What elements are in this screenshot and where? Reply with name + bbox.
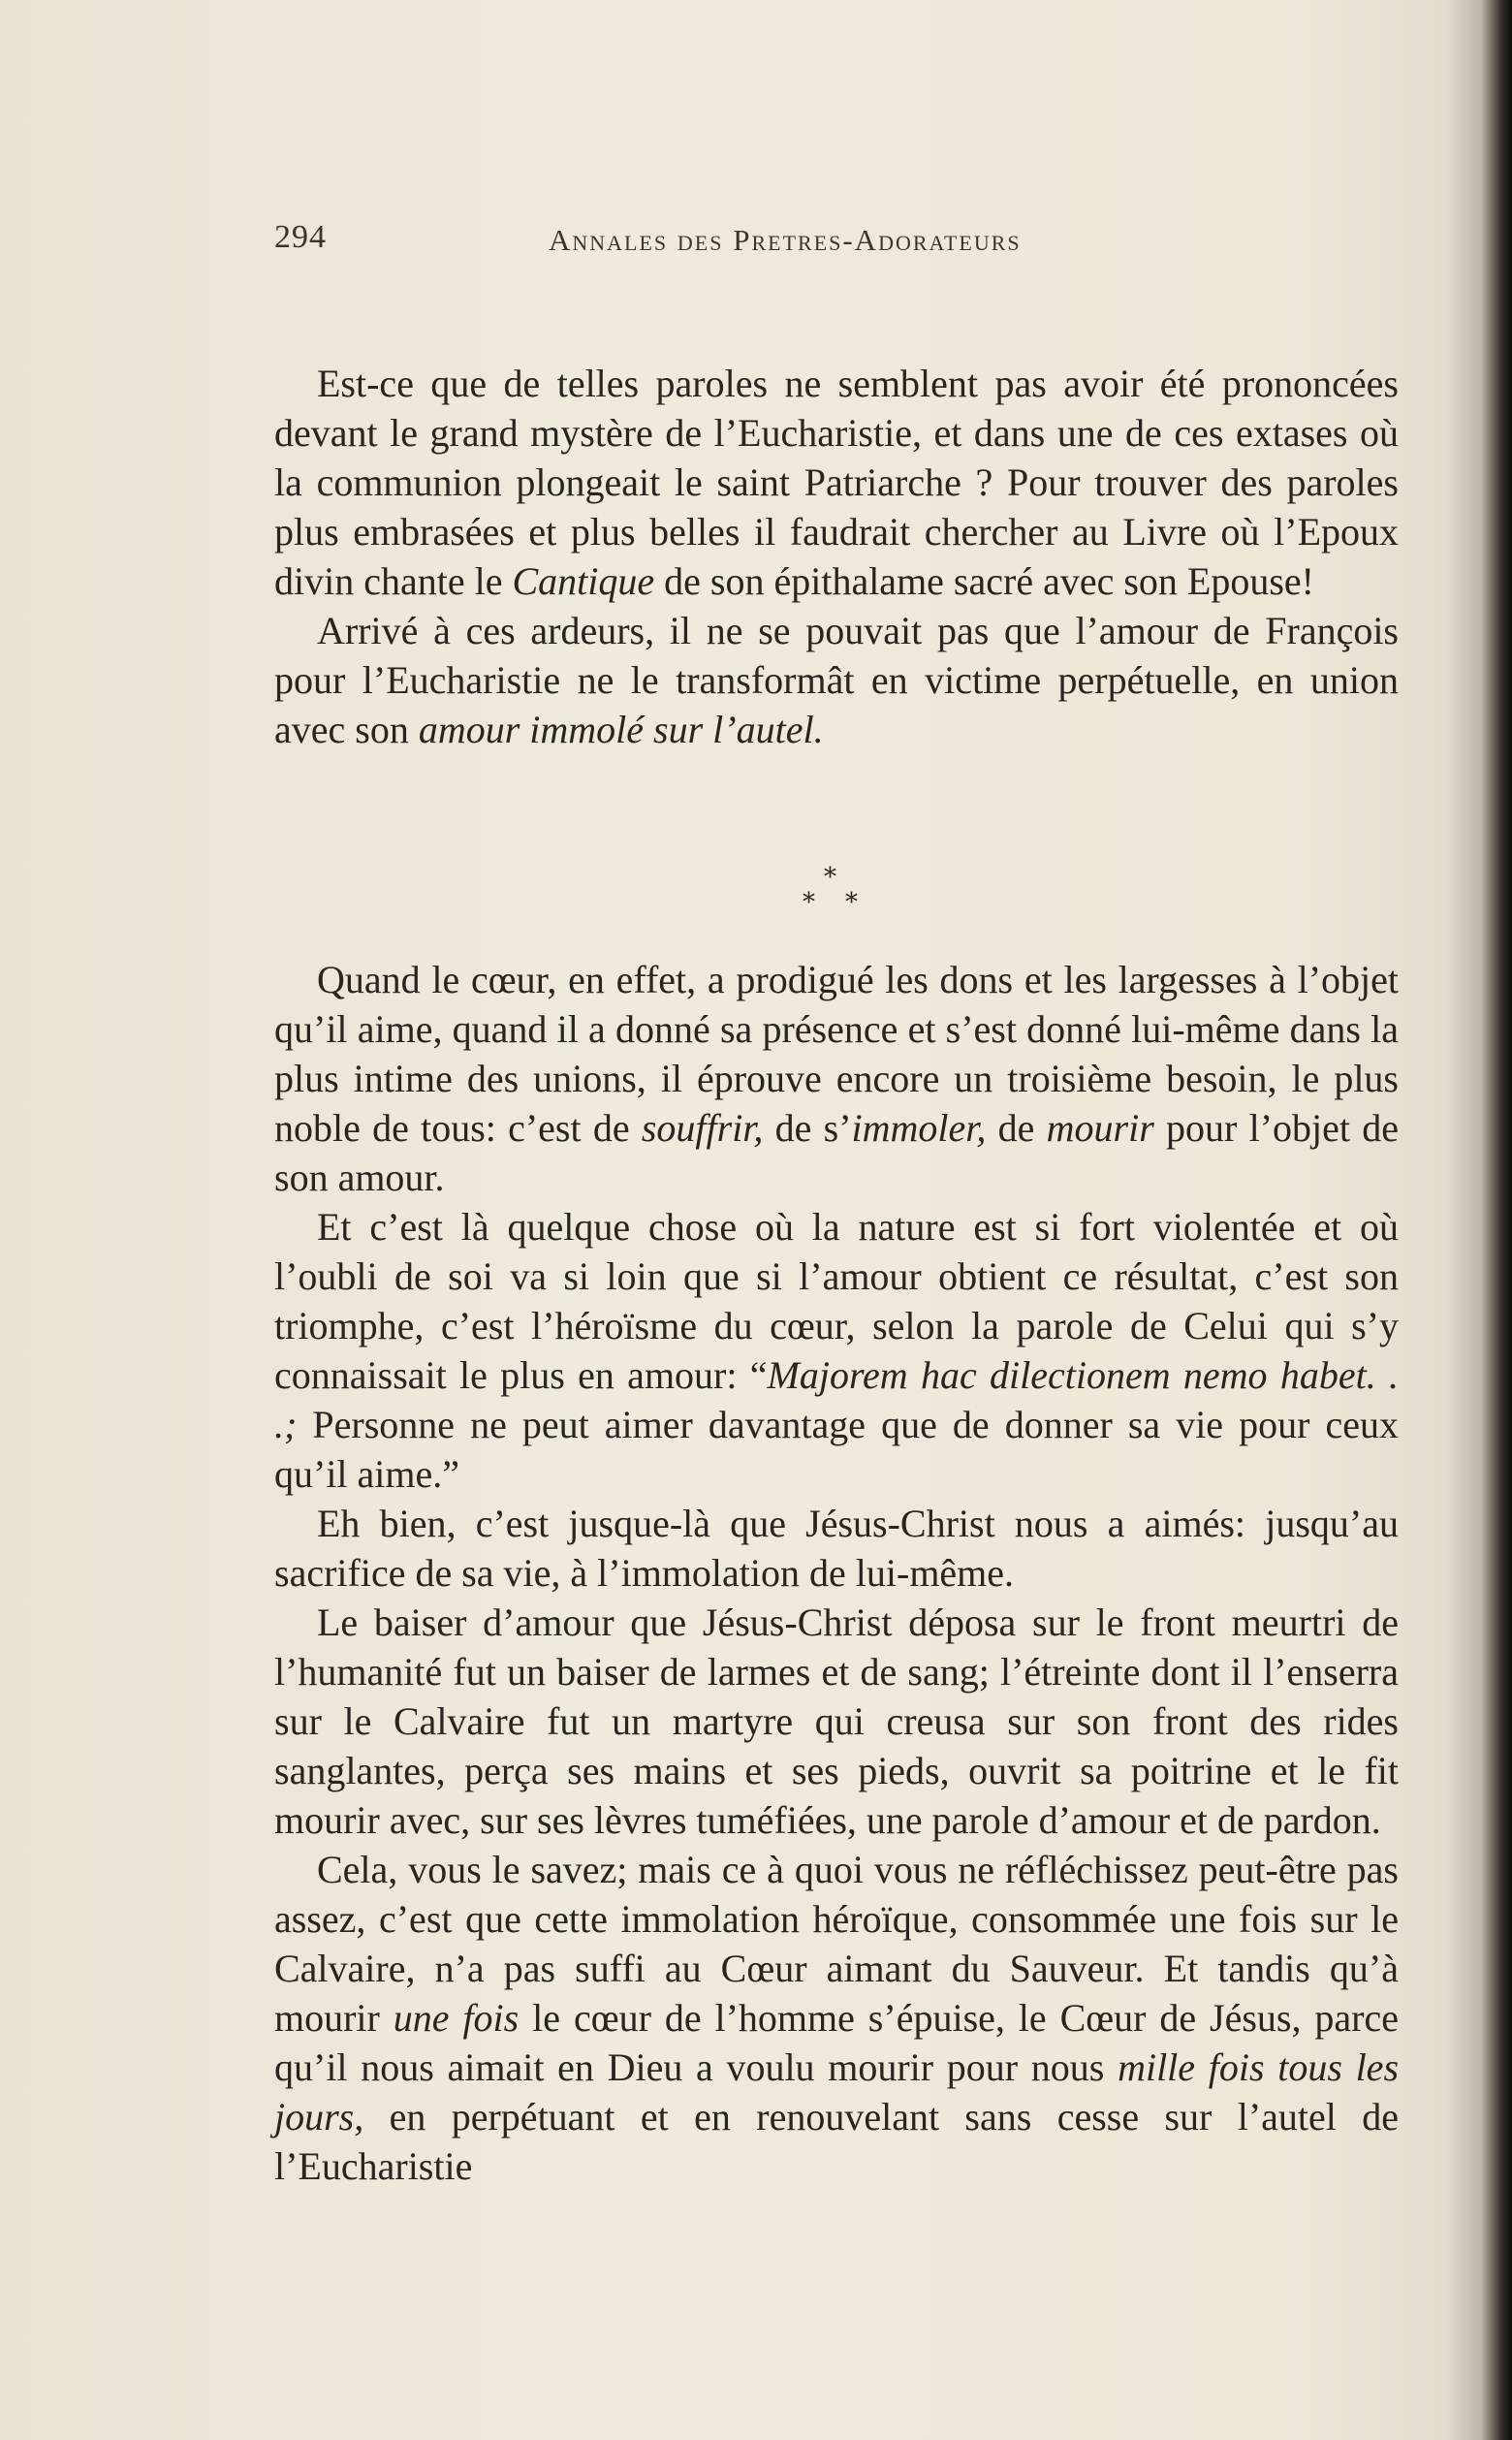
asterism-star: * (845, 888, 858, 917)
italic-text: immoler, (851, 1106, 987, 1150)
italic-text: mourir (1046, 1106, 1154, 1150)
text-run: de son épithalame sacré avec son Epouse! (654, 559, 1314, 603)
text-run: Et c’est là quelque chose où la nature est si fort violentée et où l’oubli de soi va si loin que si l’amour obtient ce résultat, c’est son triomphe, c’est l’héroïsme du cœur, selon la parole de Celui qui s’y connaissait le plus en amour: “ (274, 1205, 1399, 1397)
paragraph (274, 359, 1399, 606)
text-block-lower (274, 955, 1399, 2191)
asterism (795, 863, 872, 931)
text-run: Personne ne peut aimer davantage que de donner sa vie pour ceux qu’il aime.” (274, 1403, 1399, 1496)
page-number: 294 (274, 219, 327, 255)
text-run: Est-ce que de telles paroles ne semblent pas avoir été prononcées devant le grand mystère de l’Eucharistie, et dans une de ces extases où la communion plongeait le saint Patriarche ? Pour trouver des paroles plus embrasées et plus belles il faudrait chercher au Livre où l’Epoux divin chante le (274, 362, 1399, 603)
text-run: de (986, 1106, 1047, 1150)
text-run: Quand le cœur, en effet, a prodigué les dons et les largesses à l’objet qu’il aime, quand il a donné sa présence et s’est donné lui-même dans la plus intime des unions, il éprouve encore un troisième besoin, le plus noble de tous: c’est de (274, 958, 1399, 1150)
text-run: Eh bien, c’est jusque-là que Jésus-Christ nous a aimés: jusqu’au sacrifice de sa vie, à l’immolation de lui-même. (274, 1502, 1399, 1595)
binding-shadow (1444, 0, 1512, 2440)
text-run: le cœur de l’homme s’épuise, le Cœur de Jésus, parce qu’il nous aimait en Dieu a voulu mourir pour nous (274, 1996, 1399, 2089)
text-block-upper (274, 359, 1399, 754)
asterism-star: * (824, 863, 836, 892)
italic-text: mille fois tous les jours, (274, 2045, 1400, 2139)
text-run: Le baiser d’amour que Jésus-Christ déposa sur le front meurtri de l’humanité fut un baiser de larmes et de sang; l’étreinte dont il l’enserra sur le Calvaire fut un martyre qui creusa sur son front des rides sanglantes, perça ses mains et ses pieds, ouvrit sa poitrine et le fit mourir avec, sur ses lèvres tuméfiées, une parole d’amour et de pardon. (274, 1600, 1399, 1842)
text-run: Cela, vous le savez; mais ce à quoi vous ne réfléchissez peut-être pas assez, c’est que cette immolation héroïque, consommée une fois sur le Calvaire, n’a pas suffi au Cœur aimant du Sauveur. Et tandis qu’à mourir (274, 1848, 1399, 2040)
text-run: pour l’objet de son amour. (274, 1106, 1399, 1199)
italic-text: amour immolé sur l’autel. (418, 708, 824, 751)
italic-text: une fois (393, 1996, 520, 2040)
text-run: en perpétuant et en renouvelant sans cesse sur l’autel de l’Eucharistie (274, 2095, 1399, 2188)
italic-text: souffrir, (641, 1106, 764, 1150)
paragraph (274, 1499, 1399, 1598)
text-run: de s’ (763, 1106, 852, 1150)
paragraph (274, 1598, 1399, 1845)
paragraph (274, 955, 1399, 1202)
text-run: Arrivé à ces ardeurs, il ne se pouvait pas que l’amour de François pour l’Eucharistie ne le transformât en victime perpétuelle, en union avec son (274, 609, 1399, 751)
asterism-star: * (803, 888, 815, 917)
page-header (274, 219, 1321, 268)
running-head: Annales des Pretres-Adorateurs (549, 223, 1022, 257)
italic-text: Cantique (512, 559, 655, 603)
paragraph (274, 1845, 1399, 2191)
italic-text: Majorem hac dilectionem nemo habet. . .; (274, 1353, 1399, 1446)
paragraph (274, 606, 1399, 754)
paragraph (274, 1202, 1399, 1499)
